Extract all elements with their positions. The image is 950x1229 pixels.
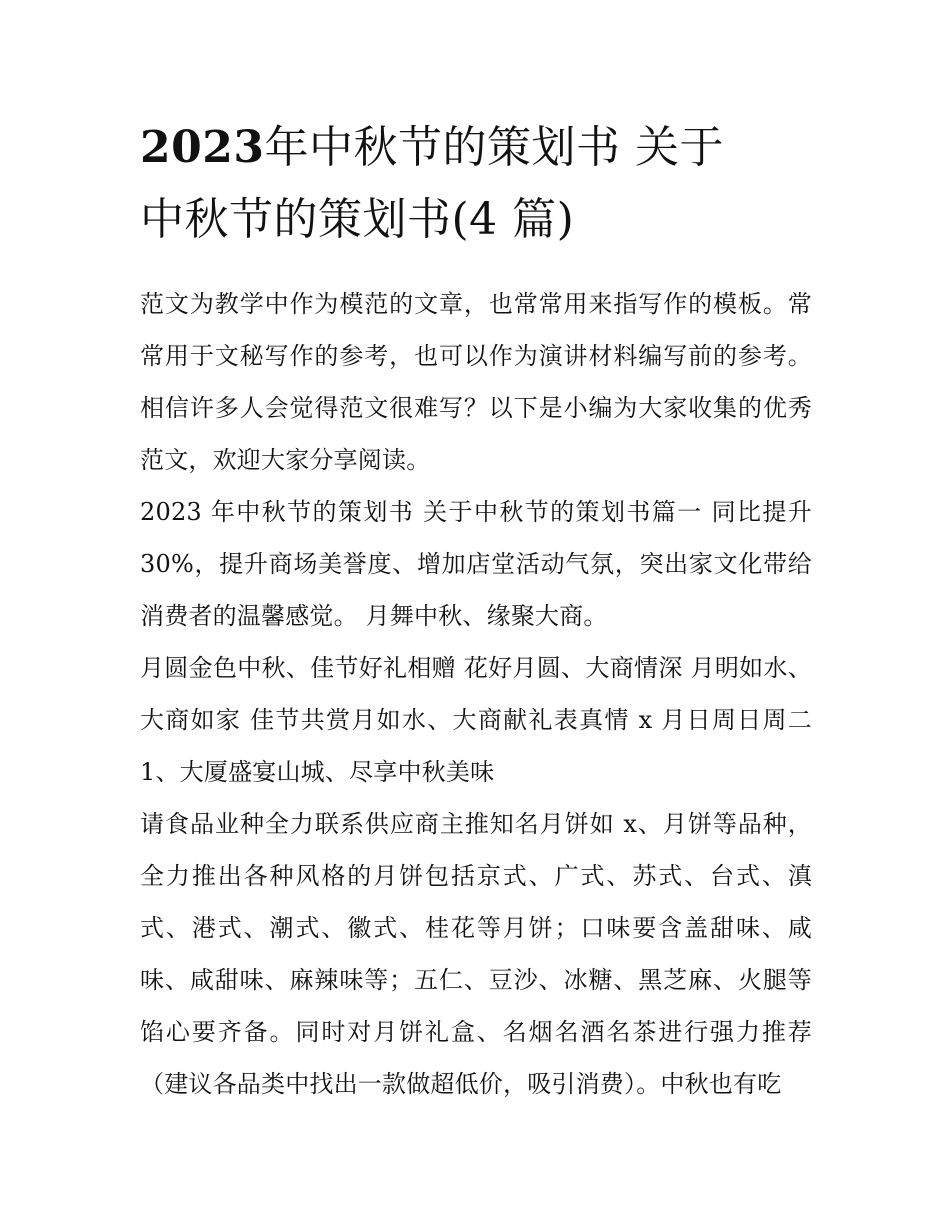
title-line1-rest: 年中秋节的策划书 关于 (264, 122, 724, 173)
paragraph-plan-goal: 2023 年中秋节的策划书 关于中秋节的策划书篇一 同比提升 30%，提升商场美誉度、增加店堂活动气氛，突出家文化带给消费者的温馨感觉。 月舞中秋、缘聚大商。 (140, 498, 812, 630)
title-line2: 中秋节的策划书(4 篇) (140, 194, 575, 245)
document-body (140, 112, 812, 1110)
title-year: 2023 (140, 122, 265, 173)
paragraph-intro: 范文为教学中作为模范的文章，也常常用来指写作的模板。常常用于文秘写作的参考，也可以作为演讲材料编写前的参考。相信许多人会觉得范文很难写？以下是小编为大家收集的优秀范文，欢迎大家分享阅读。 (140, 290, 812, 474)
paragraph-slogans: 月圆金色中秋、佳节好礼相赠 花好月圆、大商情深 月明如水、大商如家 佳节共赏月如水、大商献礼表真情 x 月日周日周二 1、大厦盛宴山城、尽享中秋美味 (140, 654, 812, 786)
document-title (140, 112, 812, 256)
paragraph-mooncake-promo: 请食品业种全力联系供应商主推知名月饼如 x、月饼等品种，全力推出各种风格的月饼包括京式、广式、苏式、台式、滇式、港式、潮式、徽式、桂花等月饼；口味要含盖甜味、咸味、咸甜味、麻辣味等；五仁、豆沙、冰糖、黑芝麻、火腿等馅心要齐备。同时对月饼礼盒、名烟名酒名茶进行强力推荐（建议各品类中找出一款做超低价，吸引消费）。中秋也有吃 (140, 810, 812, 1098)
